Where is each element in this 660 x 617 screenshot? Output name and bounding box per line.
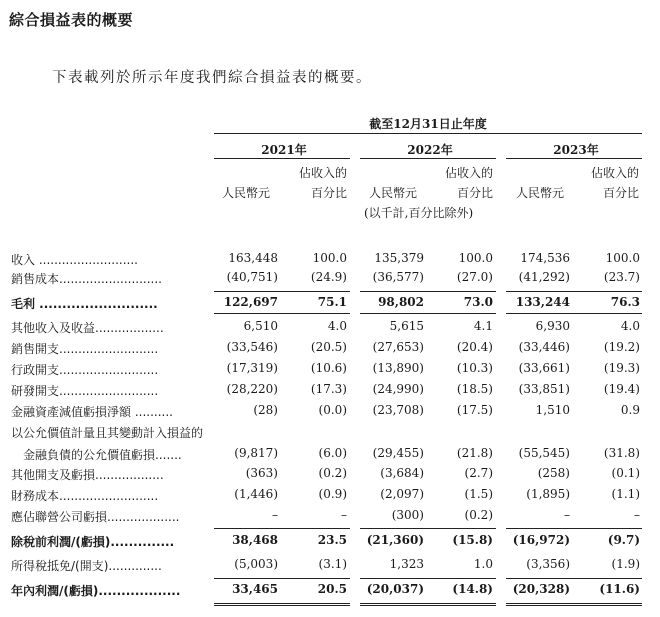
percent-cell: (19.2) — [603, 340, 640, 354]
row-label: 研發開支.......................... — [11, 384, 159, 398]
percent-cell: 76.3 — [610, 295, 640, 309]
amount-cell: (23,708) — [372, 403, 424, 417]
table-row — [0, 533, 660, 553]
percent-cell: 75.1 — [317, 295, 347, 309]
amount-cell: (27,653) — [372, 340, 424, 354]
percent-cell: 100.0 — [605, 251, 640, 265]
amount-cell: 135,379 — [374, 251, 424, 265]
percent-cell: (10.3) — [456, 361, 493, 375]
amount-cell: 133,244 — [515, 295, 570, 309]
year-2021: 2021年 — [261, 143, 307, 157]
intro-text: 下表載列於所示年度我們綜合損益表的概要。 — [52, 70, 372, 86]
subtotal-rule — [506, 603, 642, 606]
percent-cell: (0.1) — [611, 466, 640, 480]
percent-cell: (23.7) — [603, 270, 640, 284]
table-row — [0, 487, 660, 507]
row-label: 其他收入及收益.................. — [11, 321, 164, 335]
row-label: 行政開支.......................... — [11, 363, 159, 377]
percent-cell: (10.6) — [310, 361, 347, 375]
col-pct-2021-l1: 佔收入的 — [298, 166, 347, 180]
row-label: 銷售成本........................... — [11, 272, 162, 286]
subtotal-rule — [506, 528, 642, 529]
period-header: 截至12月31日止年度 — [369, 117, 487, 131]
percent-cell: (1.9) — [611, 557, 640, 571]
year-rule-2022 — [360, 158, 496, 159]
year-2023: 2023年 — [553, 143, 599, 157]
section-title: 綜合損益表的概要 — [9, 11, 134, 29]
percent-cell: (19.4) — [603, 382, 640, 396]
row-label: 除稅前利潤/(虧損).............. — [11, 535, 175, 549]
row-label: 金融負債的公允價值虧損....... — [11, 448, 182, 462]
table-row — [0, 508, 660, 528]
percent-cell: (24.9) — [310, 270, 347, 284]
amount-cell: 33,465 — [232, 582, 278, 596]
percent-cell: – — [634, 508, 640, 522]
amount-cell: (41,292) — [518, 270, 570, 284]
percent-cell: 23.5 — [317, 533, 347, 547]
amount-cell: (363) — [245, 466, 278, 480]
percent-cell: (1.5) — [464, 487, 493, 501]
amount-cell: 98,802 — [378, 295, 424, 309]
table-row — [0, 582, 660, 602]
amount-cell: 163,448 — [228, 251, 278, 265]
row-label: 以公允價值計量且其變動計入損益的 — [11, 426, 204, 440]
table-row — [0, 340, 660, 360]
percent-cell: (15.8) — [452, 533, 493, 547]
amount-cell: – — [564, 508, 570, 522]
amount-cell: (258) — [537, 466, 570, 480]
table-row — [0, 446, 660, 466]
table-row — [0, 295, 660, 315]
percent-cell: 100.0 — [312, 251, 347, 265]
percent-cell: (0.2) — [464, 508, 493, 522]
unit-note: (以千計,百分比除外) — [364, 206, 474, 220]
table-row — [0, 251, 660, 271]
percent-cell: (17.5) — [456, 403, 493, 417]
amount-cell: (20,328) — [512, 582, 570, 596]
subtotal-rule — [360, 603, 496, 606]
percent-cell: 73.0 — [463, 295, 493, 309]
row-label: 應佔聯營公司虧損................... — [11, 510, 180, 524]
subtotal-rule — [214, 578, 350, 579]
amount-cell: (1,446) — [234, 487, 278, 501]
table-row — [0, 403, 660, 423]
amount-cell: (28,220) — [226, 382, 278, 396]
table-row — [0, 382, 660, 402]
col-amount-2021: 人民幣元 — [222, 186, 271, 200]
percent-cell: (3.1) — [318, 557, 347, 571]
col-amount-2022: 人民幣元 — [369, 186, 418, 200]
percent-cell: (14.8) — [452, 582, 493, 596]
percent-cell: 20.5 — [317, 582, 347, 596]
col-pct-2022-l2: 百分比 — [456, 186, 493, 200]
subtotal-rule — [214, 291, 350, 292]
row-label: 收入 .......................... — [11, 253, 138, 267]
amount-cell: (24,990) — [372, 382, 424, 396]
amount-cell: (33,661) — [518, 361, 570, 375]
percent-cell: 1.0 — [473, 557, 493, 571]
percent-cell: (0.2) — [318, 466, 347, 480]
amount-cell: (300) — [391, 508, 424, 522]
amount-cell: (33,851) — [518, 382, 570, 396]
year-rule-2021 — [214, 158, 350, 159]
amount-cell: (21,360) — [366, 533, 424, 547]
subtotal-rule — [214, 603, 350, 606]
amount-cell: (29,455) — [372, 446, 424, 460]
table-row — [0, 319, 660, 339]
amount-cell: (5,003) — [234, 557, 278, 571]
percent-cell: – — [341, 508, 347, 522]
percent-cell: 4.0 — [327, 319, 347, 333]
percent-cell: (0.9) — [318, 487, 347, 501]
table-row — [0, 270, 660, 290]
amount-cell: (33,446) — [518, 340, 570, 354]
amount-cell: (40,751) — [226, 270, 278, 284]
row-label: 金融資產減值虧損淨額 .......... — [11, 405, 173, 419]
col-pct-2022-l1: 佔收入的 — [444, 166, 493, 180]
amount-cell: – — [272, 508, 278, 522]
amount-cell: 6,930 — [535, 319, 570, 333]
amount-cell: (55,545) — [518, 446, 570, 460]
percent-cell: (2.7) — [464, 466, 493, 480]
subtotal-rule — [360, 313, 496, 314]
amount-cell: 174,536 — [520, 251, 570, 265]
amount-cell: 6,510 — [243, 319, 278, 333]
col-pct-2023-l1: 佔收入的 — [590, 166, 639, 180]
amount-cell: 1,323 — [389, 557, 424, 571]
percent-cell: (31.8) — [603, 446, 640, 460]
amount-cell: 1,510 — [535, 403, 570, 417]
amount-cell: (36,577) — [372, 270, 424, 284]
year-2022: 2022年 — [407, 143, 453, 157]
period-rule — [214, 133, 642, 134]
subtotal-rule — [214, 528, 350, 529]
amount-cell: (16,972) — [512, 533, 570, 547]
subtotal-rule — [506, 313, 642, 314]
subtotal-rule — [506, 291, 642, 292]
subtotal-rule — [214, 313, 350, 314]
table-row — [0, 424, 660, 444]
percent-cell: (6.0) — [318, 446, 347, 460]
amount-cell: (1,895) — [526, 487, 570, 501]
percent-cell: 4.1 — [473, 319, 493, 333]
amount-cell: (3,684) — [380, 466, 424, 480]
row-label: 其他開支及虧損.................. — [11, 468, 164, 482]
table-row — [0, 466, 660, 486]
amount-cell: (2,097) — [380, 487, 424, 501]
percent-cell: 100.0 — [458, 251, 493, 265]
percent-cell: (21.8) — [456, 446, 493, 460]
percent-cell: (9.7) — [607, 533, 640, 547]
percent-cell: (17.3) — [310, 382, 347, 396]
subtotal-rule — [360, 291, 496, 292]
percent-cell: 0.9 — [620, 403, 640, 417]
col-amount-2023: 人民幣元 — [516, 186, 565, 200]
row-label: 年內利潤/(虧損).................. — [11, 584, 181, 598]
percent-cell: (18.5) — [456, 382, 493, 396]
row-label: 財務成本.......................... — [11, 489, 159, 503]
subtotal-rule — [360, 578, 496, 579]
amount-cell: 122,697 — [223, 295, 278, 309]
amount-cell: (17,319) — [226, 361, 278, 375]
percent-cell: 4.0 — [620, 319, 640, 333]
subtotal-rule — [506, 578, 642, 579]
percent-cell: (20.5) — [310, 340, 347, 354]
amount-cell: (33,546) — [226, 340, 278, 354]
percent-cell: (19.3) — [603, 361, 640, 375]
year-rule-2023 — [506, 158, 642, 159]
col-pct-2021-l2: 百分比 — [310, 186, 347, 200]
amount-cell: (3,356) — [526, 557, 570, 571]
percent-cell: (11.6) — [599, 582, 640, 596]
row-label: 所得稅抵免/(開支).............. — [11, 559, 162, 573]
percent-cell: (20.4) — [456, 340, 493, 354]
amount-cell: 5,615 — [389, 319, 424, 333]
amount-cell: (20,037) — [366, 582, 424, 596]
table-row — [0, 557, 660, 577]
amount-cell: 38,468 — [232, 533, 278, 547]
table-row — [0, 361, 660, 381]
percent-cell: (1.1) — [611, 487, 640, 501]
percent-cell: (0.0) — [318, 403, 347, 417]
row-label: 銷售開支.......................... — [11, 342, 159, 356]
amount-cell: (9,817) — [234, 446, 278, 460]
percent-cell: (27.0) — [456, 270, 493, 284]
row-label: 毛利 .......................... — [11, 297, 158, 311]
amount-cell: (28) — [253, 403, 278, 417]
amount-cell: (13,890) — [372, 361, 424, 375]
col-pct-2023-l2: 百分比 — [602, 186, 639, 200]
subtotal-rule — [360, 528, 496, 529]
